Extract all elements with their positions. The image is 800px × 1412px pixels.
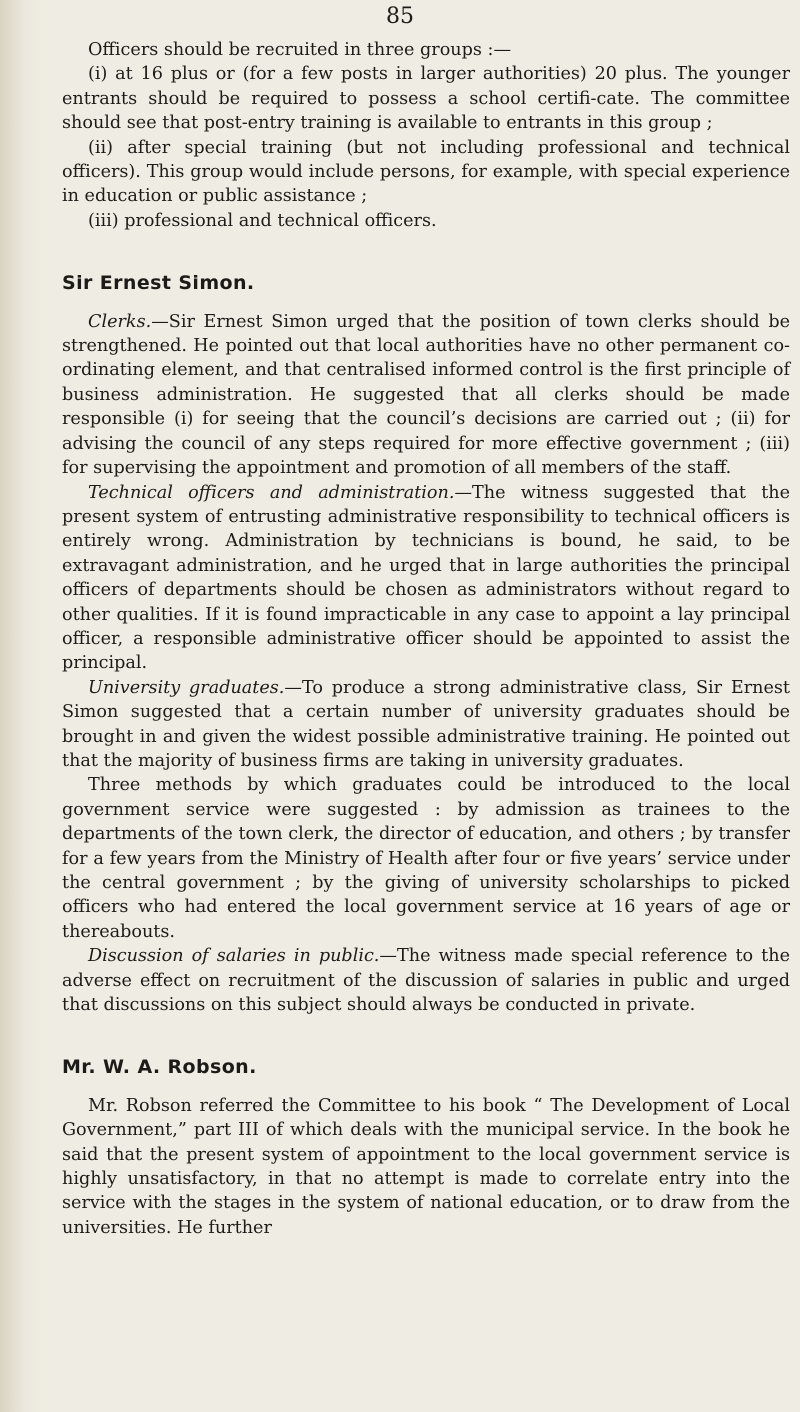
page-edge-shadow	[0, 0, 40, 1412]
paragraph-text: —Sir Ernest Simon urged that the position of town clerks should be strengthened. He pointed out that local authorities have no other permanent co-ordinating element, and that centralised informed control is the first principle of business administration. He suggested that all clerks should be made responsible (i) for seeing that the council’s decisions are carried out ; (ii) for advising the council of any steps required for more effective government ; (iii) for supervising the appointment and promotion of all members of the staff.	[62, 311, 790, 479]
paragraph-lead: Discussion of salaries in public.	[88, 946, 380, 967]
paragraph-text: —The witness suggested that the present system of entrusting administrative responsibility to technical officers is entirely wrong. Administration by technicians is bound, he said, to be extravagant administration, and he urged that in large authorities the principal officers of departments should be chosen as administrators without regard to other qualities. If it is found impracticable in any case to appoint a lay principal officer, a responsible administrative officer should be appointed to assist the principal.	[62, 482, 791, 674]
paragraph-lead: University graduates.	[88, 677, 285, 698]
paragraph-lead: Technical officers and administration.	[88, 482, 455, 503]
paragraph-robson	[62, 1094, 790, 1240]
intro-item: (i) at 16 plus or (for a few posts in larger authorities) 20 plus. The younger entrants should be required to possess a school certifi-cate. The committee should see that post-entry training is available to entrants in this group ;	[62, 64, 790, 134]
paragraph-three-methods	[62, 773, 790, 944]
intro-item: (ii) after special training (but not including professional and technical officers). This group would include persons, for example, with special experience in education or public assistance ;	[62, 137, 790, 207]
page-number: 85	[386, 4, 414, 29]
intro-paragraph: Officers should be recruited in three groups :—	[88, 40, 512, 60]
paragraph-text: —To produce a strong administrative class, Sir Ernest Simon suggested that a certain number of university graduates should be brought in and given the widest possible administrative training. He pointed out that the majority of business firms are taking in university graduates.	[62, 677, 790, 771]
intro-item: (iii) professional and technical officers.	[88, 210, 437, 231]
paragraph-lead: Clerks.	[88, 311, 152, 332]
section-heading-simon: Sir Ernest Simon.	[62, 272, 255, 295]
section-heading-robson: Mr. W. A. Robson.	[62, 1056, 257, 1079]
paragraph-university-graduates	[62, 676, 790, 774]
paragraph-clerks	[62, 310, 790, 481]
paragraph-salaries	[62, 944, 790, 1017]
paragraph-text: Mr. Robson referred the Committee to his book “ The Development of Local Government,” part III of which deals with the municipal service. In the book he said that the present system of appointment to the local government service is highly unsatisfactory, in that no attempt is made to correlate entry into the service with the stages in the system of national education, or to draw from the universities. He further	[62, 1095, 790, 1238]
paragraph-technical-officers	[62, 481, 790, 676]
body-text	[62, 38, 790, 1240]
paragraph-text: Three methods by which graduates could be introduced to the local government service were suggested : by admission as trainees to the departments of the town clerk, the director of education, and others ; by transfer for a few years from the Ministry of Health after four or five years’ service under the central government ; by the giving of university scholarships to picked officers who had entered the local government service at 16 years of age or thereabouts.	[62, 775, 790, 942]
paragraph-text: —The witness made special reference to the adverse effect on recruitment of the discussion of salaries in public and urged that discussions on this subject should always be conducted in private.	[62, 946, 790, 1016]
